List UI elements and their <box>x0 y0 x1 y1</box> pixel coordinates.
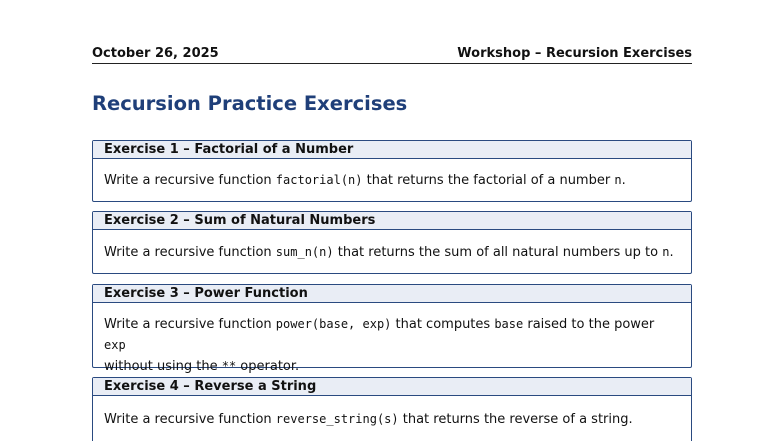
description-text: Write a recursive function <box>104 412 276 427</box>
description-text: Write a recursive function <box>104 173 276 188</box>
exercise-box-1 <box>92 140 692 202</box>
exercise-box-3 <box>92 284 692 374</box>
code-snippet: ** <box>221 359 237 373</box>
exercise-box-2 <box>92 211 692 274</box>
code-snippet: base <box>494 317 524 331</box>
description-text: . <box>669 245 674 260</box>
exercise-box-4 <box>92 377 692 441</box>
description-text: that returns the reverse of a string. <box>398 412 633 427</box>
running-header <box>92 45 692 64</box>
exercise-heading: Exercise 1 – Factorial of a Number <box>93 141 691 159</box>
description-text: . <box>621 173 626 188</box>
exercise-description <box>93 230 691 263</box>
exercise-description <box>93 396 691 430</box>
code-snippet: n <box>614 173 622 187</box>
description-text: raised to the power <box>523 317 655 332</box>
code-snippet: reverse_string(s) <box>275 412 399 426</box>
description-text: Write a recursive function <box>104 317 276 332</box>
page-title: Recursion Practice Exercises <box>92 92 408 115</box>
code-snippet: sum_n(n) <box>275 245 334 259</box>
description-text: Write a recursive function <box>104 245 276 260</box>
code-snippet: exp <box>104 338 126 352</box>
exercise-description <box>93 303 691 377</box>
description-text: without using the <box>104 359 222 374</box>
header-course-title: Workshop – Recursion Exercises <box>457 46 692 61</box>
description-text: operator. <box>236 359 300 374</box>
code-snippet: power(base, exp) <box>275 317 392 331</box>
description-text: that computes <box>391 317 495 332</box>
description-text: that returns the factorial of a number <box>362 173 615 188</box>
exercise-heading: Exercise 4 – Reverse a String <box>93 378 691 396</box>
code-snippet: n <box>662 245 670 259</box>
description-text: that returns the sum of all natural numbers up to <box>333 245 663 260</box>
code-snippet: factorial(n) <box>275 173 363 187</box>
exercise-heading: Exercise 2 – Sum of Natural Numbers <box>93 212 691 230</box>
header-date: October 26, 2025 <box>92 46 219 61</box>
exercise-heading: Exercise 3 – Power Function <box>93 285 691 303</box>
document-page <box>92 0 692 441</box>
exercise-description <box>93 159 691 191</box>
